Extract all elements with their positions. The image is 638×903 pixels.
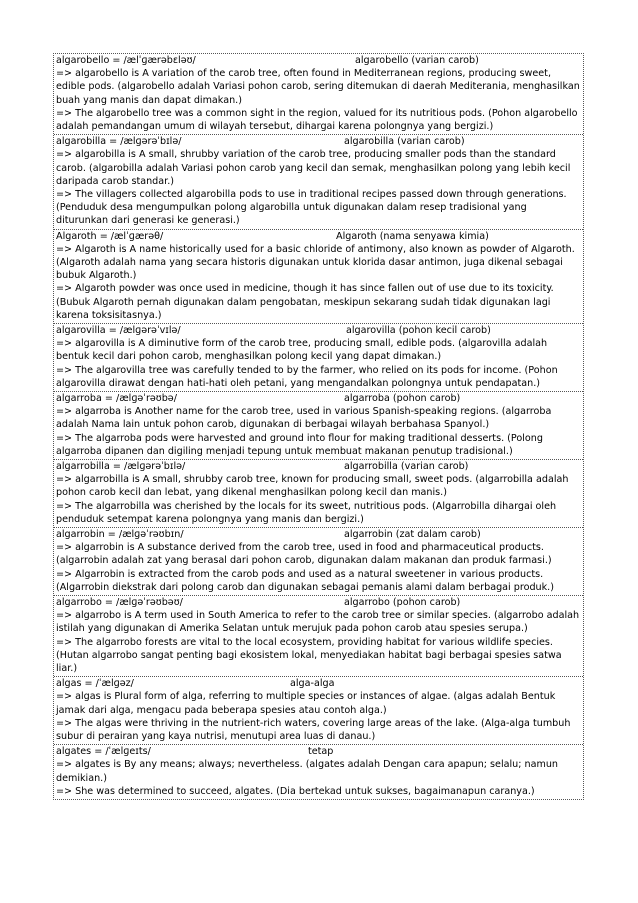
entry-header — [56, 324, 581, 337]
entry-example: => The algarrobo forests are vital to the local ecosystem, providing habitat for various wildlife species. (Hutan algarrobo sangat penting bagi ekosistem lokal, menyediakan habitat bagi berbagai spesies satwa liar.) — [56, 636, 562, 675]
dictionary-entry — [54, 324, 583, 392]
entry-gloss: tetap — [308, 746, 334, 758]
dictionary-entry — [54, 528, 583, 596]
entry-term: algarrobilla = /ælɡərəˈbɪlə/ — [56, 461, 186, 473]
entry-header — [56, 677, 581, 690]
entry-gloss: algarrobin (zat dalam carob) — [344, 529, 481, 541]
dictionary-entry — [54, 745, 583, 799]
entry-gloss: alga-alga — [290, 678, 335, 690]
entry-term: algarrobin = /ælɡəˈrəʊbɪn/ — [56, 529, 184, 541]
entry-term: algarrobo = /ælɡəˈrəʊbəʊ/ — [56, 597, 183, 609]
entry-term: algarobello = /ælˈɡærəbɛləʊ/ — [56, 55, 196, 66]
entry-example: => The villagers collected algarobilla pods to use in traditional recipes passed down through generations. (Penduduk desa mengumpulkan polong algarobilla untuk digunakan dalam resep tradisional yang diturunkan dari generasi ke generasi.) — [56, 189, 567, 227]
entry-gloss: algarrobo (pohon carob) — [344, 597, 461, 609]
entry-example: => Algaroth powder was once used in medicine, though it has since fallen out of use due to its toxicity. (Bubuk Algaroth pernah digunakan dalam pengobatan, meskipun sekarang sudah tidak digunakan lagi karena toksisitasnya.) — [56, 283, 554, 321]
entry-definition: => algarrobo is A term used in South America to refer to the carob tree or similar species. (algarrobo adalah istilah yang digunakan di Amerika Selatan untuk merujuk pada pohon carob atau spesies serupa.) — [56, 610, 580, 635]
entry-example: => The algarroba pods were harvested and ground into flour for making traditional desserts. (Polong algarroba dipanen dan digiling menjadi tepung untuk membuat makanan penutup tradisional.) — [56, 432, 543, 457]
entry-definition: => algas is Plural form of alga, referring to multiple species or instances of algae. (algas adalah Bentuk jamak dari alga, mengacu pada beberapa spesies atau contoh alga.) — [56, 691, 556, 716]
entry-header — [56, 596, 581, 609]
entry-header — [56, 54, 581, 67]
entry-term: algates = /ˈælɡeɪts/ — [56, 746, 151, 758]
entry-gloss: Algaroth (nama senyawa kimia) — [336, 230, 489, 242]
entry-term: algarovilla = /ælɡərəˈvɪlə/ — [56, 325, 181, 337]
entry-header — [56, 745, 581, 758]
entry-definition: => Algaroth is A name historically used for a basic chloride of antimony, also known as powder of Algaroth. (Algaroth adalah nama yang secara historis digunakan untuk klorida dasar antimon, juga dikenal sebagai bubuk Algaroth.) — [56, 243, 575, 282]
entry-header — [56, 528, 581, 541]
dictionary-sheet — [53, 53, 584, 800]
entry-gloss: algarobello (varian carob) — [355, 55, 479, 66]
entry-term: algarroba = /ælɡəˈrəʊbə/ — [56, 393, 177, 405]
entry-definition: => algarobello is A variation of the carob tree, often found in Mediterranean regions, producing sweet, edible pods. (algarobello adalah Variasi pohon carob, sering ditemukan di daerah Mediterania, menghasilkan buah yang manis dan dapat dimakan.) — [56, 68, 580, 106]
entry-term: algas = /ˈælɡəz/ — [56, 678, 134, 690]
dictionary-entry — [54, 135, 583, 229]
dictionary-entry — [54, 677, 583, 745]
entry-example: => The algarovilla tree was carefully tended to by the farmer, who relied on its pods for income. (Pohon algarovilla dirawat dengan hati-hati oleh petani, yang mengandalkan polongnya untuk pendapatan.) — [56, 364, 558, 389]
entry-example: => The algarrobilla was cherished by the locals for its sweet, nutritious pods. (Algarrobilla dihargai oleh penduduk setempat karena polongnya yang manis dan bergizi.) — [56, 500, 557, 525]
dictionary-entry — [54, 392, 583, 460]
entry-example: => She was determined to succeed, algates. (Dia bertekad untuk sukses, bagaimanapun caranya.) — [56, 785, 535, 797]
entry-header — [56, 230, 581, 243]
entry-definition: => algarroba is Another name for the carob tree, used in various Spanish-speaking regions. (algarroba adalah Nama lain untuk pohon carob, digunakan di berbagai wilayah berbahasa Spanyol.) — [56, 406, 552, 431]
entry-example: => Algarrobin is extracted from the carob pods and used as a natural sweetener in various products. (Algarrobin diekstrak dari polong carob dan digunakan sebagai pemanis alami dalam berbagai produk.) — [56, 568, 554, 593]
entry-gloss: algarroba (pohon carob) — [344, 393, 461, 405]
entry-gloss: algarrobilla (varian carob) — [344, 461, 469, 473]
entry-gloss: algarobilla (varian carob) — [344, 136, 465, 148]
entry-header — [56, 392, 581, 405]
dictionary-entry — [54, 54, 583, 135]
entry-term: algarobilla = /ælɡərəˈbɪlə/ — [56, 136, 182, 148]
entry-gloss: algarovilla (pohon kecil carob) — [346, 325, 491, 337]
entry-example: => The algas were thriving in the nutrient-rich waters, covering large areas of the lake. (Alga-alga tumbuh subur di perairan yang kaya nutrisi, menutupi area luas di danau.) — [56, 717, 571, 743]
entry-definition: => algarovilla is A diminutive form of the carob tree, producing small, edible pods. (algarovilla adalah bentuk kecil dari pohon carob, menghasilkan polong kecil yang dapat dimakan.) — [56, 338, 548, 363]
entry-definition: => algarrobilla is A small, shrubby carob tree, known for producing small, sweet pods. (algarrobilla adalah pohon carob kecil dan lebat, yang dikenal menghasilkan polong kecil dan manis.) — [56, 474, 569, 499]
entry-definition: => algates is By any means; always; nevertheless. (algates adalah Dengan cara apapun; selalu; namun demikian.) — [56, 759, 558, 784]
entry-term: Algaroth = /ælˈɡærəθ/ — [56, 230, 164, 242]
dictionary-entry — [54, 596, 583, 677]
entry-header — [56, 460, 581, 473]
entry-example: => The algarobello tree was a common sight in the region, valued for its nutritious pods. (Pohon algarobello adalah pemandangan umum di wilayah tersebut, dihargai karena polongnya yang bergizi.) — [56, 107, 578, 132]
entry-definition: => algarrobin is A substance derived from the carob tree, used in food and pharmaceutical products. (algarrobin adalah zat yang berasal dari pohon carob, digunakan dalam makanan dan produk farmasi.) — [56, 542, 552, 567]
entry-header — [56, 135, 581, 148]
dictionary-entry — [54, 230, 583, 324]
dictionary-entry — [54, 460, 583, 528]
entry-definition: => algarobilla is A small, shrubby variation of the carob tree, producing smaller pods than the standard carob. (algarobilla adalah Variasi pohon carob yang kecil dan semak, menghasilkan polong yang lebih kecil daripada carob standar.) — [56, 149, 571, 187]
